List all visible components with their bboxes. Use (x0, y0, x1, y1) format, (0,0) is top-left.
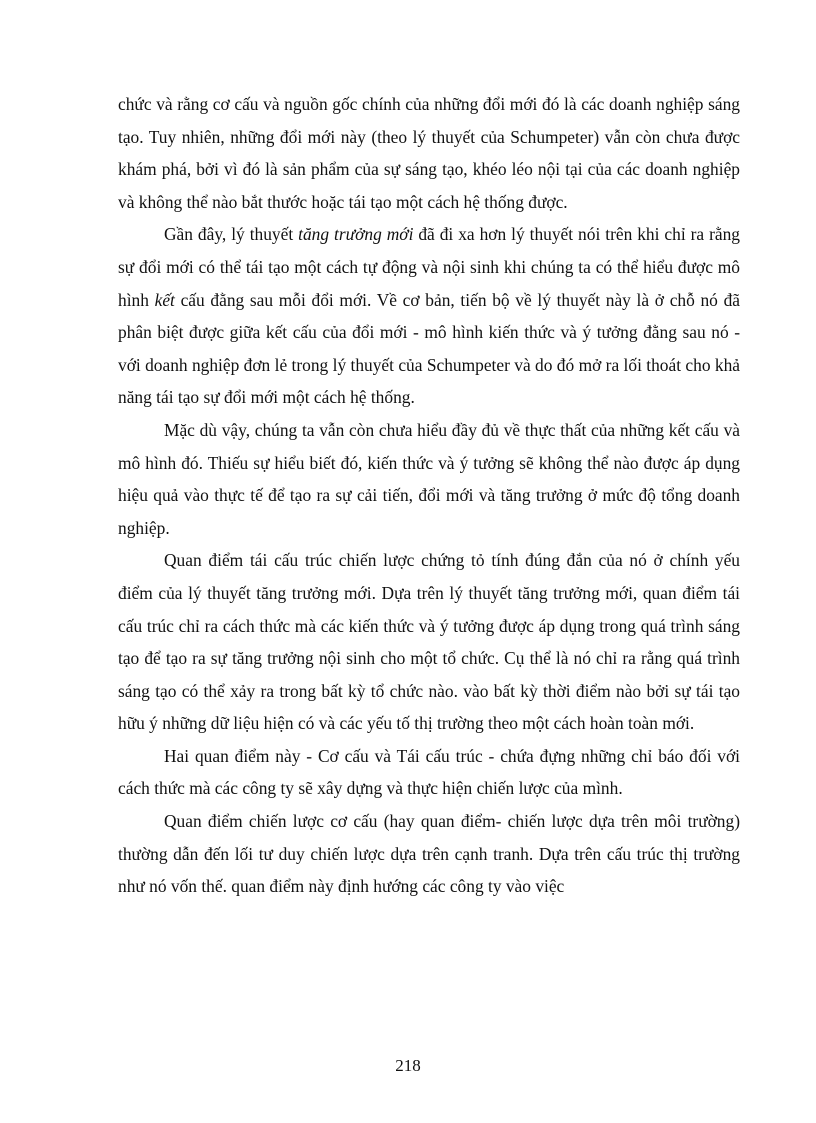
paragraph-2-text-c: cấu đằng sau mỗi đổi mới. Về cơ bản, tiến bộ về lý thuyết này là ở chỗ nó đã phân biệt được giữa kết cấu của đổi mới - mô hình kiến thức và ý tưởng đằng sau nó - với doanh nghiệp đơn lẻ trong lý thuyết của Schumpeter và do đó mở ra lối thoát cho khả năng tái tạo sự đổi mới một cách hệ thống. (118, 289, 740, 408)
paragraph-4 (118, 544, 740, 740)
paragraph-2-text-a: Gần đây, lý thuyết (164, 224, 299, 245)
paragraph-2-text-b: đã đi xa hơn lý thuyết nói trên khi chỉ ra rằng sự đổi mới có thể tái tạo một cách tự động và nội sinh khi chúng ta có thể hiểu được mô hình (118, 224, 740, 310)
paragraph-5-text: Hai quan điểm này - Cơ cấu và Tái cấu trúc - chứa đựng những chỉ báo đối với cách thức mà các công ty sẽ xây dựng và thực hiện chiến lược của mình. (118, 745, 740, 799)
italic-term-new-growth: tăng trưởng mới (298, 224, 414, 245)
paragraph-5 (118, 740, 740, 805)
paragraph-1 (118, 88, 740, 218)
paragraph-4-text: Quan điểm tái cấu trúc chiến lược chứng tỏ tính đúng đắn của nó ở chính yếu điểm của lý thuyết tăng trưởng mới. Dựa trên lý thuyết tăng trưởng mới, quan điểm tái cấu trúc chỉ ra cách thức mà các kiến thức và ý tưởng được áp dụng trong quá trình sáng tạo để tạo ra sự tăng trưởng nội sinh cho một tổ chức. Cụ thể là nó chỉ ra rằng quá trình sáng tạo có thể xảy ra trong bất kỳ tổ chức nào. vào bất kỳ thời điểm nào bởi sự tái tạo hữu ý những dữ liệu hiện có và các yếu tố thị trường theo một cách hoàn toàn mới. (118, 550, 740, 734)
paragraph-2 (118, 218, 740, 414)
paragraph-1-text: chức và rằng cơ cấu và nguồn gốc chính của những đổi mới đó là các doanh nghiệp sáng tạo. Tuy nhiên, những đổi mới này (theo lý thuyết của Schumpeter) vẫn còn chưa được khám phá, bởi vì đó là sản phẩm của sự sáng tạo, khéo léo nội tại của các doanh nghiệp và không thể nào bắt thước hoặc tái tạo một cách hệ thống được. (118, 94, 740, 212)
italic-term-structure: kết (154, 289, 175, 310)
paragraph-6-text: Quan điểm chiến lược cơ cấu (hay quan điểm- chiến lược dựa trên môi trường) thường dẫn đến lối tư duy chiến lược dựa trên cạnh tranh. Dựa trên cấu trúc thị trường như nó vốn thế. quan điểm này định hướng các công ty vào việc (118, 811, 740, 897)
page-number: 218 (395, 1056, 421, 1075)
paragraph-3-text: Mặc dù vậy, chúng ta vẫn còn chưa hiểu đầy đủ về thực thất của những kết cấu và mô hình đó. Thiếu sự hiểu biết đó, kiến thức và ý tưởng sẽ không thể nào được áp dụng hiệu quả vào thực tế để tạo ra sự cải tiến, đổi mới và tăng trưởng ở mức độ tổng doanh nghiệp. (118, 419, 740, 538)
paragraph-6 (118, 805, 740, 903)
document-page (118, 88, 740, 903)
paragraph-3 (118, 414, 740, 544)
